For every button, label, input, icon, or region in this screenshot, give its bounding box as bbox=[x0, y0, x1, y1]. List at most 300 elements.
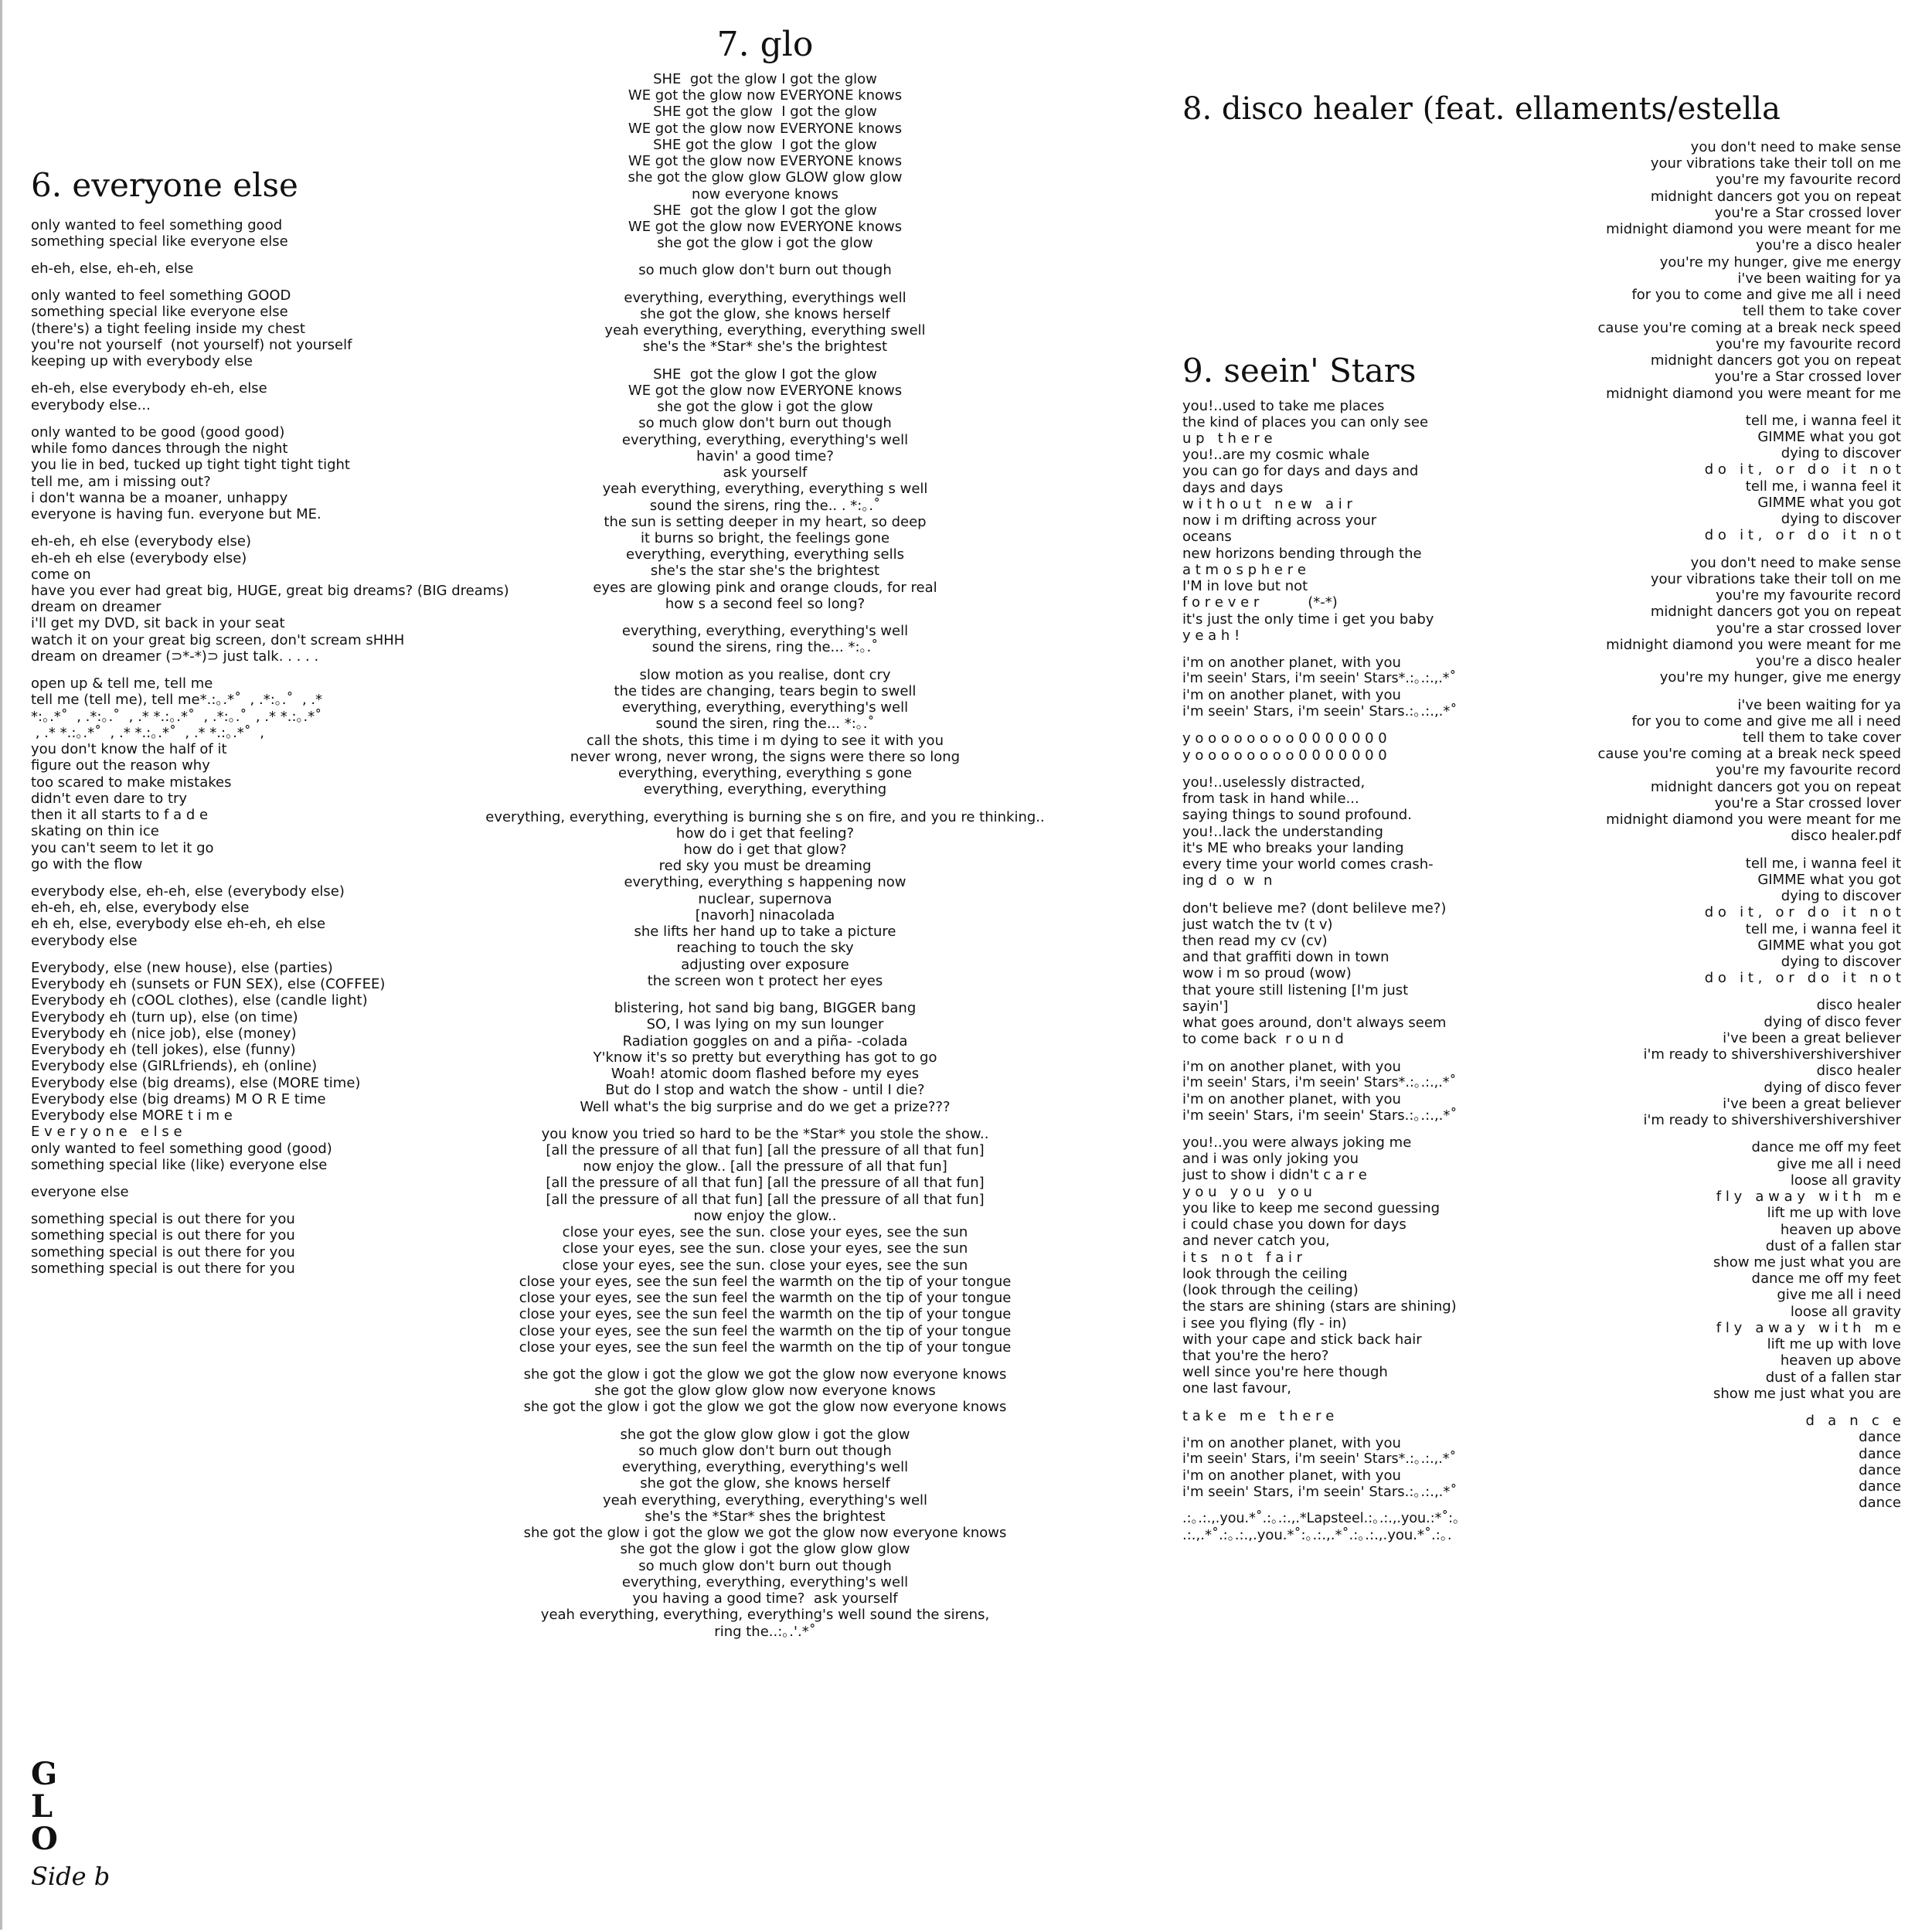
lyric-line: SHE got the glow I got the glow bbox=[653, 366, 877, 383]
stanza-break bbox=[448, 1355, 1082, 1366]
stanza-break bbox=[1507, 1128, 1901, 1139]
lyric-line: cause you're coming at a break neck speed bbox=[1597, 319, 1901, 336]
lyric-line: while fomo dances through the night bbox=[31, 440, 288, 457]
lyric-line: eh-eh, else, eh-eh, else bbox=[31, 260, 194, 277]
lyric-line: adjusting over exposure bbox=[681, 956, 849, 973]
lyric-line: SHE got the glow I got the glow bbox=[653, 104, 877, 121]
lyric-line: close your eyes, see the sun. close your eyes, see the sun bbox=[562, 1240, 968, 1257]
lyric-line: only wanted to feel something good bbox=[31, 216, 283, 233]
lyric-line: you're my hunger, give me energy bbox=[1659, 669, 1901, 686]
stanza-break bbox=[1182, 1397, 1461, 1408]
lyric-line: dying to discover bbox=[1781, 511, 1901, 528]
lyric-line: what goes around, don't always seem bbox=[1182, 1015, 1447, 1032]
lyric-line: everything, everything, everything's well bbox=[621, 1573, 909, 1590]
stanza-break bbox=[1182, 764, 1461, 774]
lyric-line: you know you tried so hard to be the *Star* you stole the show.. bbox=[541, 1125, 989, 1142]
lyric-line: cause you're coming at a break neck speed bbox=[1597, 746, 1901, 763]
lyric-line: you're a star crossed lover bbox=[1716, 620, 1901, 637]
lyric-line: so much glow don't burn out though bbox=[638, 1442, 892, 1459]
lyric-line: i could chase you down for days bbox=[1182, 1216, 1406, 1233]
stanza-break bbox=[1507, 1402, 1901, 1413]
lyric-line: you!..lack the understanding bbox=[1182, 823, 1383, 840]
lyric-line: WE got the glow now EVERYONE knows bbox=[628, 382, 903, 399]
lyric-line: d o i t , o r d o i t n o t bbox=[1704, 970, 1901, 987]
lyric-line: you're my favourite record bbox=[1716, 762, 1901, 779]
lyric-line: so much glow don't burn out though bbox=[638, 415, 892, 432]
lyric-line: dying to discover bbox=[1781, 954, 1901, 971]
lyric-line: the tides are changing, tears begin to swell bbox=[614, 682, 917, 699]
lyric-line: f o r e v e r (*-*) bbox=[1182, 594, 1338, 611]
lyric-line: something special is out there for you bbox=[31, 1227, 295, 1244]
song-8-lyrics bbox=[1507, 139, 1901, 1512]
lyric-line: GIMME what you got bbox=[1757, 428, 1901, 445]
lyric-line: disco healer bbox=[1816, 1063, 1901, 1080]
lyric-line: go with the flow bbox=[31, 855, 143, 872]
lyric-line: she's the *Star* she's the brightest bbox=[642, 338, 888, 355]
song-8-lines bbox=[1507, 139, 1901, 1512]
lyric-line: everything, everything, everything s gone bbox=[617, 765, 913, 782]
lyric-line: keeping up with everybody else bbox=[31, 353, 253, 370]
lyric-line: I'M in love but not bbox=[1182, 578, 1308, 595]
lyric-line: SO, I was lying on my sun lounger bbox=[646, 1016, 884, 1033]
lyric-line: dance bbox=[1859, 1445, 1901, 1462]
lyric-line: she got the glow i got the glow we got the glow now everyone knows bbox=[523, 1366, 1007, 1383]
lyric-line: dust of a fallen star bbox=[1765, 1369, 1901, 1386]
lyric-line: just to show i didn't c a r e bbox=[1182, 1167, 1367, 1184]
logo-letter-g: G bbox=[31, 1756, 58, 1792]
lyric-line: you're my favourite record bbox=[1716, 172, 1901, 189]
lyric-line: eh-eh, eh, else, everybody else bbox=[31, 900, 250, 917]
stanza-break bbox=[448, 279, 1082, 290]
lyric-line: midnight diamond you were meant for me bbox=[1606, 811, 1901, 828]
song-9-lines bbox=[1182, 398, 1461, 1544]
lyric-line: everybody else... bbox=[31, 396, 151, 413]
lyric-line: WE got the glow now EVERYONE knows bbox=[628, 87, 903, 104]
lyric-line: i t s n o t f a i r bbox=[1182, 1249, 1303, 1266]
lyric-line: midnight dancers got you on repeat bbox=[1650, 352, 1901, 369]
lyric-line: tell me, i wanna feel it bbox=[1745, 855, 1901, 872]
lyric-line: everybody else, eh-eh, else (everybody else) bbox=[31, 883, 345, 900]
lyric-line: SHE got the glow I got the glow bbox=[653, 202, 877, 219]
lyric-line: i'm on another planet, with you bbox=[1182, 1467, 1401, 1484]
lyric-line: dance bbox=[1859, 1478, 1901, 1495]
lyric-line: lift me up with love bbox=[1767, 1205, 1901, 1222]
lyric-line: i'm on another planet, with you bbox=[1182, 1090, 1401, 1107]
lyric-line: E v e r y o n e e l s e bbox=[31, 1124, 182, 1141]
lyric-line: dust of a fallen star bbox=[1765, 1237, 1901, 1254]
lyric-line: i'm seein' Stars, i'm seein' Stars*.:｡.:.,.*˚ bbox=[1182, 1074, 1457, 1090]
lyric-line: didn't even dare to try bbox=[31, 790, 188, 807]
lyric-line: you're a Star crossed lover bbox=[1714, 794, 1901, 811]
lyric-line: she got the glow i got the glow glow glow bbox=[620, 1541, 910, 1558]
lyric-line: she's the star she's the brightest bbox=[650, 563, 880, 580]
lyric-line: midnight diamond you were meant for me bbox=[1606, 221, 1901, 238]
lyric-line: the stars are shining (stars are shining) bbox=[1182, 1298, 1457, 1315]
lyric-line: loose all gravity bbox=[1790, 1303, 1901, 1320]
lyric-line: how do i get that feeling? bbox=[675, 825, 855, 842]
lyric-line: everything, everything, everything's well bbox=[621, 699, 909, 716]
lyric-line: WE got the glow now EVERYONE knows bbox=[628, 153, 903, 170]
lyric-line: i've been waiting for ya bbox=[1737, 270, 1901, 287]
lyric-line: the sun is setting deeper in my heart, so deep bbox=[604, 513, 927, 530]
lyric-line: you lie in bed, tucked up tight tight tight tight bbox=[31, 457, 350, 474]
lyric-line: loose all gravity bbox=[1790, 1172, 1901, 1189]
stanza-break bbox=[1507, 686, 1901, 697]
lyric-line: d o i t , o r d o i t n o t bbox=[1704, 904, 1901, 921]
lyric-line: i'm seein' Stars, i'm seein' Stars.:｡.:.,.*˚ bbox=[1182, 1484, 1458, 1501]
lyric-line: she got the glow, she knows herself bbox=[640, 1475, 890, 1492]
lyric-line: midnight diamond you were meant for me bbox=[1606, 385, 1901, 402]
song-7-lines bbox=[448, 71, 1082, 1640]
lyric-line: i've been a great believer bbox=[1723, 1029, 1901, 1046]
lyric-line: well since you're here though bbox=[1182, 1364, 1388, 1381]
lyric-line: [all the pressure of all that fun] [all the pressure of all that fun] bbox=[546, 1175, 985, 1192]
song-7-title: 7. glo bbox=[716, 25, 814, 64]
lyric-line: Everybody, else (new house), else (parties) bbox=[31, 959, 333, 976]
lyric-line: eh-eh eh else (everybody else) bbox=[31, 549, 247, 566]
lyric-line: everybody else bbox=[31, 932, 138, 949]
lyric-line: wow i m so proud (wow) bbox=[1182, 965, 1352, 982]
lyric-line: you're not yourself (not yourself) not yourself bbox=[31, 336, 352, 353]
lyric-line: d o i t , o r d o i t n o t bbox=[1704, 527, 1901, 544]
lyric-line: y o o o o o o o o 0 0 0 0 0 0 0 bbox=[1182, 747, 1387, 764]
lyric-line: she got the glow glow GLOW glow glow bbox=[628, 169, 903, 186]
lyric-line: heaven up above bbox=[1780, 1221, 1901, 1238]
lyric-line: SHE got the glow I got the glow bbox=[653, 70, 877, 87]
lyric-line: i've been a great believer bbox=[1723, 1095, 1901, 1112]
song-9-title: 9. seein' Stars bbox=[1182, 352, 1417, 389]
lyric-line: it's just the only time i get you baby bbox=[1182, 611, 1434, 628]
lyric-line: everything, everything, everything's well bbox=[621, 1459, 909, 1476]
lyric-line: w i t h o u t n e w a i r bbox=[1182, 495, 1352, 512]
lyric-line: every time your world comes crash- bbox=[1182, 856, 1434, 873]
lyric-line: with your cape and stick back hair bbox=[1182, 1331, 1422, 1348]
lyric-line: yeah everything, everything, everything s well bbox=[602, 481, 928, 498]
lyric-line: GIMME what you got bbox=[1757, 937, 1901, 954]
lyric-line: only wanted to be good (good good) bbox=[31, 423, 285, 440]
lyric-line: i'm seein' Stars, i'm seein' Stars*.:｡.:.,.*˚ bbox=[1182, 1451, 1457, 1468]
lyric-line: so much glow don't burn out though bbox=[638, 1557, 892, 1574]
lyric-line: now enjoy the glow.. bbox=[693, 1207, 837, 1224]
lyric-line: you're my favourite record bbox=[1716, 587, 1901, 604]
lyric-line: dying to discover bbox=[1781, 445, 1901, 462]
lyric-line: everything, everything s happening now bbox=[624, 874, 906, 891]
lyric-line: dance bbox=[1859, 1461, 1901, 1478]
lyric-line: i'm on another planet, with you bbox=[1182, 686, 1401, 703]
lyric-line: to come back r o u n d bbox=[1182, 1031, 1344, 1048]
lyric-line: [all the pressure of all that fun] [all the pressure of all that fun] bbox=[546, 1141, 985, 1158]
lyric-line: ing d o w n bbox=[1182, 872, 1273, 889]
lyric-line: you're my favourite record bbox=[1716, 335, 1901, 352]
lyric-line: now everyone knows bbox=[692, 185, 838, 202]
lyric-line: blistering, hot sand big bang, BIGGER bang bbox=[614, 1000, 917, 1017]
song-8-title: 8. disco healer (feat. ellaments/estella bbox=[1182, 91, 1781, 127]
lyric-line: you're my hunger, give me energy bbox=[1659, 253, 1901, 270]
lyric-line: give me all i need bbox=[1777, 1287, 1901, 1304]
lyric-line: everyone else bbox=[31, 1183, 129, 1200]
lyric-line: GIMME what you got bbox=[1757, 871, 1901, 888]
lyric-line: figure out the reason why bbox=[31, 757, 210, 774]
lyric-line: .:｡.:.,.you.*˚.:｡.:.,.*Lapsteel.:｡.:.,.you.:*˚:｡ bbox=[1182, 1511, 1460, 1527]
lyric-line: everything, everything, everything's well bbox=[621, 623, 909, 640]
lyric-line: tell me, i wanna feel it bbox=[1745, 920, 1901, 937]
lyric-line: dying of disco fever bbox=[1764, 1079, 1901, 1096]
lyric-line: then read my cv (cv) bbox=[1182, 932, 1328, 949]
lyric-line: ask yourself bbox=[723, 464, 808, 481]
lyric-line: d a n c e bbox=[1805, 1413, 1901, 1430]
side-label: Side b bbox=[31, 1862, 111, 1891]
stanza-break bbox=[448, 251, 1082, 262]
lyric-line: watch it on your great big screen, don't scream sHHH bbox=[31, 631, 405, 648]
lyric-line: Woah! atomic doom flashed before my eyes bbox=[611, 1066, 920, 1083]
lyric-line: open up & tell me, tell me bbox=[31, 675, 213, 692]
stanza-break bbox=[1182, 1424, 1461, 1435]
lyric-line: something special like (like) everyone else bbox=[31, 1156, 328, 1173]
logo-letter-o: O bbox=[31, 1821, 58, 1857]
lyric-line: eh-eh, eh else (everybody else) bbox=[31, 533, 252, 550]
lyric-line: y o o o o o o o o 0 0 0 0 0 0 0 bbox=[1182, 730, 1387, 747]
lyric-line: yeah everything, everything, everything swell bbox=[604, 322, 926, 339]
lyric-line: something special is out there for you bbox=[31, 1243, 295, 1260]
lyric-line: tell me, i wanna feel it bbox=[1745, 412, 1901, 429]
lyric-line: But do I stop and watch the show - until I die? bbox=[605, 1082, 925, 1099]
stanza-break bbox=[1507, 845, 1901, 855]
lyric-line: the screen won t protect her eyes bbox=[647, 972, 883, 989]
lyric-line: now i m drifting across your bbox=[1182, 512, 1377, 529]
lyric-line: now enjoy the glow.. [all the pressure of all that fun] bbox=[583, 1158, 947, 1175]
lyric-line: i'm on another planet, with you bbox=[1182, 1058, 1401, 1075]
lyric-line: (there's) a tight feeling inside my chest bbox=[31, 320, 305, 337]
lyric-line: .:.,.*˚.:｡.:.,.you.*˚:｡.:.,.*˚.:｡.:.,.you.*˚.:｡. bbox=[1182, 1526, 1452, 1543]
lyric-line: something special is out there for you bbox=[31, 1211, 295, 1228]
lyric-line: just watch the tv (t v) bbox=[1182, 916, 1333, 933]
lyric-line: that youre still listening [I'm just bbox=[1182, 981, 1409, 998]
lyric-line: sound the siren, ring the... *:｡.˚ bbox=[655, 716, 875, 733]
lyric-line: your vibrations take their toll on me bbox=[1650, 570, 1901, 587]
lyric-line: *:｡.*˚ , .*:｡.˚ , .* *.:｡.*˚ , .*:｡.˚ , .* *.:｡.*˚ bbox=[31, 708, 322, 725]
lyric-line: WE got the glow now EVERYONE knows bbox=[628, 120, 903, 137]
lyric-line: dream on dreamer (⊃*-*)⊃ just talk. . . . . bbox=[31, 648, 319, 665]
lyric-line: you're a Star crossed lover bbox=[1714, 204, 1901, 221]
lyric-line: tell them to take cover bbox=[1742, 303, 1901, 320]
stanza-break bbox=[1182, 1500, 1461, 1511]
lyric-line: it's ME who breaks your landing bbox=[1182, 839, 1404, 856]
lyric-line: your vibrations take their toll on me bbox=[1650, 155, 1901, 172]
lyric-line: midnight dancers got you on repeat bbox=[1650, 778, 1901, 795]
lyric-line: y e a h ! bbox=[1182, 627, 1240, 644]
lyric-line: you're a Star crossed lover bbox=[1714, 369, 1901, 386]
lyric-line: so much glow don't burn out though bbox=[638, 262, 892, 279]
stanza-break bbox=[448, 355, 1082, 366]
lyric-line: and that graffiti down in town bbox=[1182, 949, 1389, 966]
stanza-break bbox=[1507, 402, 1901, 413]
lyric-line: close your eyes, see the sun. close your eyes, see the sun bbox=[562, 1224, 968, 1241]
song-6-title: 6. everyone else bbox=[31, 166, 298, 204]
stanza-break bbox=[1507, 986, 1901, 997]
lyric-line: i'm seein' Stars, i'm seein' Stars*.:｡.:.,.*˚ bbox=[1182, 671, 1457, 687]
lyric-line: i'm on another planet, with you bbox=[1182, 655, 1401, 672]
lyric-line: close your eyes, see the sun feel the warmth on the tip of your tongue bbox=[519, 1290, 1012, 1307]
lyric-line: i'm ready to shivershivershivershiver bbox=[1643, 1112, 1901, 1129]
lyric-line: that you're the hero? bbox=[1182, 1348, 1329, 1365]
lyric-line: dance me off my feet bbox=[1751, 1139, 1901, 1156]
lyric-line: you like to keep me second guessing bbox=[1182, 1199, 1440, 1216]
lyric-line: she got the glow i got the glow bbox=[657, 235, 873, 252]
song-9-lyrics bbox=[1182, 352, 1461, 1543]
lyric-line: yeah everything, everything, everything's well sound the sirens, bbox=[540, 1607, 990, 1624]
lyric-line: tell them to take cover bbox=[1742, 729, 1901, 746]
lyric-line: disco healer.pdf bbox=[1791, 828, 1901, 845]
stanza-break bbox=[448, 1115, 1082, 1126]
lyric-line: don't believe me? (dont belileve me?) bbox=[1182, 900, 1447, 917]
stanza-break bbox=[1507, 544, 1901, 555]
lyric-line: i'm ready to shivershivershivershiver bbox=[1643, 1046, 1901, 1063]
lyric-line: close your eyes, see the sun feel the warmth on the tip of your tongue bbox=[519, 1338, 1012, 1355]
stanza-break bbox=[448, 1416, 1082, 1427]
lyric-line: she got the glow, she knows herself bbox=[640, 305, 890, 322]
lyric-line: disco healer bbox=[1816, 997, 1901, 1014]
lyric-line: Everybody eh (turn up), else (on time) bbox=[31, 1009, 298, 1026]
lyric-line: everyone is having fun. everyone but ME. bbox=[31, 506, 321, 523]
lyric-line: red sky you must be dreaming bbox=[658, 858, 872, 875]
lyric-line: and never catch you, bbox=[1182, 1233, 1330, 1250]
lyric-line: [all the pressure of all that fun] [all the pressure of all that fun] bbox=[546, 1191, 985, 1208]
lyric-line: something special like everyone else bbox=[31, 304, 288, 321]
lyric-line: sayin'] bbox=[1182, 998, 1229, 1015]
logo-letter-l: L bbox=[31, 1788, 53, 1825]
lyric-line: midnight dancers got you on repeat bbox=[1650, 604, 1901, 621]
stanza-break bbox=[1182, 1048, 1461, 1059]
lyric-line: show me just what you are bbox=[1713, 1254, 1901, 1270]
lyric-line: eh-eh, else everybody eh-eh, else bbox=[31, 380, 267, 397]
lyric-line: for you to come and give me all i need bbox=[1631, 287, 1901, 304]
lyric-line: Everybody else (GIRLfriends), eh (online) bbox=[31, 1058, 318, 1075]
lyric-line: the kind of places you can only see bbox=[1182, 413, 1429, 430]
lyric-line: you!..are my cosmic whale bbox=[1182, 447, 1370, 464]
lyric-line: you having a good time? ask yourself bbox=[632, 1590, 898, 1607]
lyric-line: new horizons bending through the bbox=[1182, 545, 1422, 562]
lyric-line: Everybody eh (sunsets or FUN SEX), else (COFFEE) bbox=[31, 976, 386, 993]
lyric-line: she got the glow glow glow i got the glow bbox=[620, 1426, 910, 1443]
lyric-line: nuclear, supernova bbox=[698, 890, 832, 907]
stanza-break bbox=[1182, 719, 1461, 730]
lyric-line: close your eyes, see the sun. close your eyes, see the sun bbox=[562, 1257, 968, 1274]
lyric-line: Everybody else MORE t i m e bbox=[31, 1107, 233, 1124]
lyric-line: it burns so bright, the feelings gone bbox=[640, 530, 890, 546]
lyric-line: (look through the ceiling) bbox=[1182, 1282, 1359, 1299]
lyric-line: you don't need to make sense bbox=[1690, 139, 1901, 155]
lyric-line: you!..uselessly distracted, bbox=[1182, 774, 1366, 791]
lyric-line: reaching to touch the sky bbox=[676, 940, 854, 957]
stanza-break bbox=[448, 656, 1082, 667]
lyric-line: i'll get my DVD, sit back in your seat bbox=[31, 615, 285, 632]
stanza-break bbox=[1182, 1124, 1461, 1134]
lyric-line: tell me, i wanna feel it bbox=[1745, 478, 1901, 495]
lyric-line: you can go for days and days and bbox=[1182, 463, 1419, 480]
lyric-line: sound the sirens, ring the... *:｡.˚ bbox=[651, 639, 879, 656]
lyric-line: you don't need to make sense bbox=[1690, 554, 1901, 571]
lyric-line: a t m o s p h e r e bbox=[1182, 561, 1306, 578]
lyric-line: show me just what you are bbox=[1713, 1385, 1901, 1402]
lyric-line: slow motion as you realise, dont cry bbox=[639, 666, 891, 683]
lyric-line: you don't know the half of it bbox=[31, 741, 227, 758]
lyric-line: sound the sirens, ring the.. . *:｡.˚ bbox=[649, 497, 881, 514]
lyric-line: for you to come and give me all i need bbox=[1631, 713, 1901, 730]
lyric-line: i'm on another planet, with you bbox=[1182, 1434, 1401, 1451]
lyric-line: tell me (tell me), tell me*.:｡.*˚ , .*:｡.˚ , .* bbox=[31, 692, 323, 709]
lyric-line: everything, everything, everything bbox=[643, 781, 887, 798]
lyric-line: close your eyes, see the sun feel the warmth on the tip of your tongue bbox=[519, 1273, 1012, 1290]
stanza-break bbox=[1182, 889, 1461, 900]
lyric-line: you're a disco healer bbox=[1756, 653, 1901, 670]
lyric-line: Everybody else (big dreams) M O R E time bbox=[31, 1090, 326, 1107]
lyric-line: everything, everything, everything's well bbox=[621, 431, 909, 448]
lyric-line: something special like everyone else bbox=[31, 233, 288, 250]
lyric-line: y o u y o u y o u bbox=[1182, 1183, 1312, 1200]
lyric-line: close your eyes, see the sun feel the warmth on the tip of your tongue bbox=[519, 1306, 1012, 1323]
lyric-line: give me all i need bbox=[1777, 1155, 1901, 1172]
lyric-line: Radiation goggles on and a piña- -colada bbox=[622, 1032, 908, 1049]
lyric-line: i see you flying (fly - in) bbox=[1182, 1315, 1347, 1332]
lyric-line: skating on thin ice bbox=[31, 823, 159, 840]
lyric-line: come on bbox=[31, 566, 91, 583]
lyric-line: f l y a w a y w i t h m e bbox=[1716, 1319, 1901, 1336]
lyric-line: lift me up with love bbox=[1767, 1336, 1901, 1353]
lyric-line: how do i get that glow? bbox=[683, 841, 847, 858]
lyric-line: only wanted to feel something good (good) bbox=[31, 1140, 332, 1157]
song-7-lyrics bbox=[448, 25, 1082, 1640]
lyric-line: then it all starts to f a d e bbox=[31, 807, 209, 824]
album-logo bbox=[31, 1756, 111, 1891]
stanza-break bbox=[448, 989, 1082, 1000]
lyric-line: eyes are glowing pink and orange clouds, for real bbox=[593, 579, 937, 596]
lyric-line: d o i t , o r d o i t n o t bbox=[1704, 461, 1901, 478]
lyric-line: heaven up above bbox=[1780, 1352, 1901, 1369]
lyric-line: dying to discover bbox=[1781, 888, 1901, 905]
lyric-line: Everybody eh (cOOL clothes), else (candle light) bbox=[31, 992, 368, 1009]
lyric-line: too scared to make mistakes bbox=[31, 774, 232, 791]
lyric-line: everything, everything, everything sells bbox=[626, 546, 904, 563]
lyric-line: dance bbox=[1859, 1429, 1901, 1446]
lyric-line: GIMME what you got bbox=[1757, 494, 1901, 511]
lyric-line: days and days bbox=[1182, 479, 1284, 496]
lyric-line: only wanted to feel something GOOD bbox=[31, 287, 291, 304]
lyric-line: she got the glow i got the glow bbox=[657, 399, 873, 416]
lyric-line: i'm seein' Stars, i'm seein' Stars.:｡.:.,.*˚ bbox=[1182, 1107, 1458, 1124]
lyric-line: everything, everything, everythings well bbox=[624, 289, 906, 306]
lyric-line: t a k e m e t h e r e bbox=[1182, 1407, 1335, 1424]
lyric-line: yeah everything, everything, everything's well bbox=[602, 1492, 928, 1509]
lyric-line: ring the..:｡.'.*˚ bbox=[714, 1623, 816, 1640]
lyric-line: from task in hand while... bbox=[1182, 791, 1359, 808]
lyric-line: she's the *Star* shes the brightest bbox=[645, 1508, 886, 1525]
lyric-line: Well what's the big surprise and do we get a prize??? bbox=[580, 1098, 951, 1115]
lyric-line: close your eyes, see the sun feel the warmth on the tip of your tongue bbox=[519, 1322, 1012, 1339]
lyric-line: you!..you were always joking me bbox=[1182, 1134, 1412, 1151]
lyric-line: everything, everything, everything is burning she s on fire, and you re thinking.. bbox=[485, 808, 1045, 825]
lyric-line: she got the glow i got the glow we got the glow now everyone knows bbox=[523, 1525, 1007, 1542]
lyric-line: one last favour, bbox=[1182, 1380, 1291, 1397]
lyric-line: u p t h e r e bbox=[1182, 430, 1273, 447]
stanza-break bbox=[448, 612, 1082, 623]
lyric-line: dance me off my feet bbox=[1751, 1270, 1901, 1287]
lyric-line: Everybody eh (tell jokes), else (funny) bbox=[31, 1042, 296, 1059]
lyric-line: havin' a good time? bbox=[696, 447, 834, 464]
lyric-line: she got the glow glow glow now everyone knows bbox=[594, 1383, 936, 1400]
lyric-line: have you ever had great big, HUGE, great big dreams? (BIG dreams) bbox=[31, 583, 509, 599]
lyric-line: SHE got the glow I got the glow bbox=[653, 136, 877, 153]
lyric-line: i've been waiting for ya bbox=[1737, 696, 1901, 713]
